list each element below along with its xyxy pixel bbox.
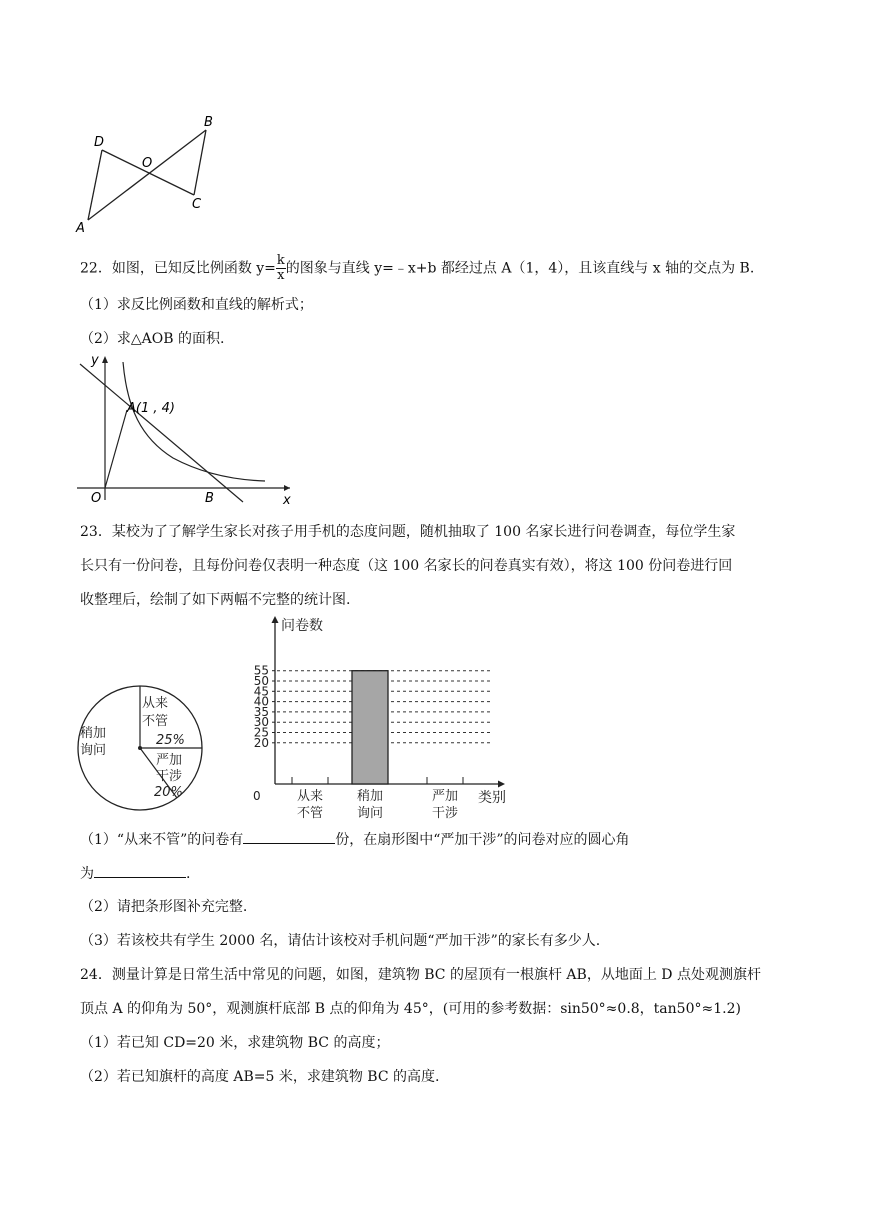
q23-stem-line3: 收整理后，绘制了如下两幅不完整的统计图.	[80, 592, 351, 608]
figure-22	[75, 350, 300, 510]
label-O: O	[142, 156, 153, 171]
x-axis-arrow	[498, 781, 505, 788]
y-tick-label-25: 25	[253, 725, 269, 740]
q23-part3: （3）若该校共有学生 2000 名，请估计该校对手机问题“严加干涉”的家长有多少人.	[80, 933, 601, 949]
segment-BC	[194, 130, 206, 195]
category-label-2-line2: 干涉	[431, 806, 459, 821]
pie-chart	[70, 678, 220, 818]
pie-label-strict-2: 干涉	[156, 769, 183, 784]
segment-DA	[88, 150, 102, 220]
y-tick-label-55: 55	[253, 663, 269, 678]
y-tick-label-45: 45	[253, 684, 269, 699]
q23-part1-cont: 为 .	[80, 863, 190, 884]
axis-label-y: y	[91, 353, 99, 368]
q23-stem-line2: 长只有一份问卷，且每份问卷仅表明一种态度（这 100 名家长的问卷真实有效），将这 100 份问卷进行回	[80, 558, 733, 574]
q24-stem-line2: 顶点 A 的仰角为 50°，观测旗杆底部 B 点的仰角为 45°，(可用的参考数据：sin50°≈0.8，tan50°≈1.2)	[80, 1001, 741, 1017]
category-label-0-line1: 从来	[296, 789, 324, 804]
answer-blank-1[interactable]	[243, 829, 335, 844]
q22-part2: （2）求△AOB 的面积.	[80, 331, 225, 347]
label-point-A: A(1 , 4)	[127, 401, 175, 416]
bar-chart	[240, 612, 510, 824]
segment-OA	[105, 410, 127, 488]
label-B: B	[204, 115, 213, 130]
bar-1	[352, 671, 388, 784]
q23-part1: （1）“从来不管”的问卷有 份，在扇形图中“严加干涉”的问卷对应的圆心角	[80, 829, 630, 850]
answer-blank-2[interactable]	[94, 863, 186, 878]
pie-label-strict-pct: 20%	[154, 785, 183, 800]
label-C: C	[192, 197, 202, 212]
y-tick-label-30: 30	[253, 715, 269, 730]
q24-stem-line1: 24．测量计算是日常生活中常见的问题，如图，建筑物 BC 的屋顶有一根旗杆 AB，从地面上 D 点处观测旗杆	[80, 967, 761, 983]
y-tick-label-20: 20	[253, 735, 269, 750]
q24-part2: （2）若已知旗杆的高度 AB=5 米，求建筑物 BC 的高度.	[80, 1069, 440, 1085]
fraction-k-over-x: $\frac{k}{x}$	[276, 253, 285, 283]
q22-part1: （1）求反比例函数和直线的解析式；	[80, 297, 313, 313]
hyperbola-curve	[123, 362, 265, 481]
axis-label-x: x	[283, 493, 291, 508]
category-label-2-line1: 严加	[431, 789, 459, 804]
y-tick-label-35: 35	[253, 704, 269, 719]
pie-label-never-2: 不管	[142, 714, 169, 729]
category-label-1-line1: 稍加	[356, 789, 384, 804]
label-origin: O	[91, 491, 102, 506]
origin-label: 0	[253, 789, 261, 803]
pie-label-ask-1: 稍加	[80, 726, 107, 741]
q23-stem-line1: 23．某校为了了解学生家长对孩子用手机的态度问题，随机抽取了 100 名家长进行问卷调查，每位学生家	[80, 524, 736, 540]
q23-part2: （2）请把条形图补充完整.	[80, 899, 248, 915]
figure-21	[70, 110, 220, 235]
y-tick-label-40: 40	[253, 694, 269, 709]
pie-label-ask-2: 询问	[80, 743, 107, 758]
pie-label-never-1: 从来	[142, 696, 169, 711]
y-axis-arrow	[272, 616, 279, 623]
label-point-B: B	[205, 491, 214, 506]
label-A: A	[76, 221, 85, 235]
q24-part1: （1）若已知 CD=20 米，求建筑物 BC 的高度；	[80, 1035, 390, 1051]
y-axis-label: 问卷数	[281, 618, 323, 634]
category-label-0-line2: 不管	[296, 806, 324, 821]
q22-stem: 22．如图，已知反比例函数 y= $\frac{k}{x}$ 的图象与直线 y=﹣x+b 都经过点 A（1，4），且该直线与 x 轴的交点为 B.	[80, 253, 755, 283]
x-axis-label: 类别	[478, 790, 506, 806]
pie-label-never-pct: 25%	[156, 733, 185, 748]
segment-AB	[88, 130, 206, 220]
label-D: D	[94, 135, 105, 150]
pie-label-strict-1: 严加	[156, 753, 183, 768]
y-tick-label-50: 50	[253, 674, 269, 688]
category-label-1-line2: 询问	[356, 806, 384, 821]
